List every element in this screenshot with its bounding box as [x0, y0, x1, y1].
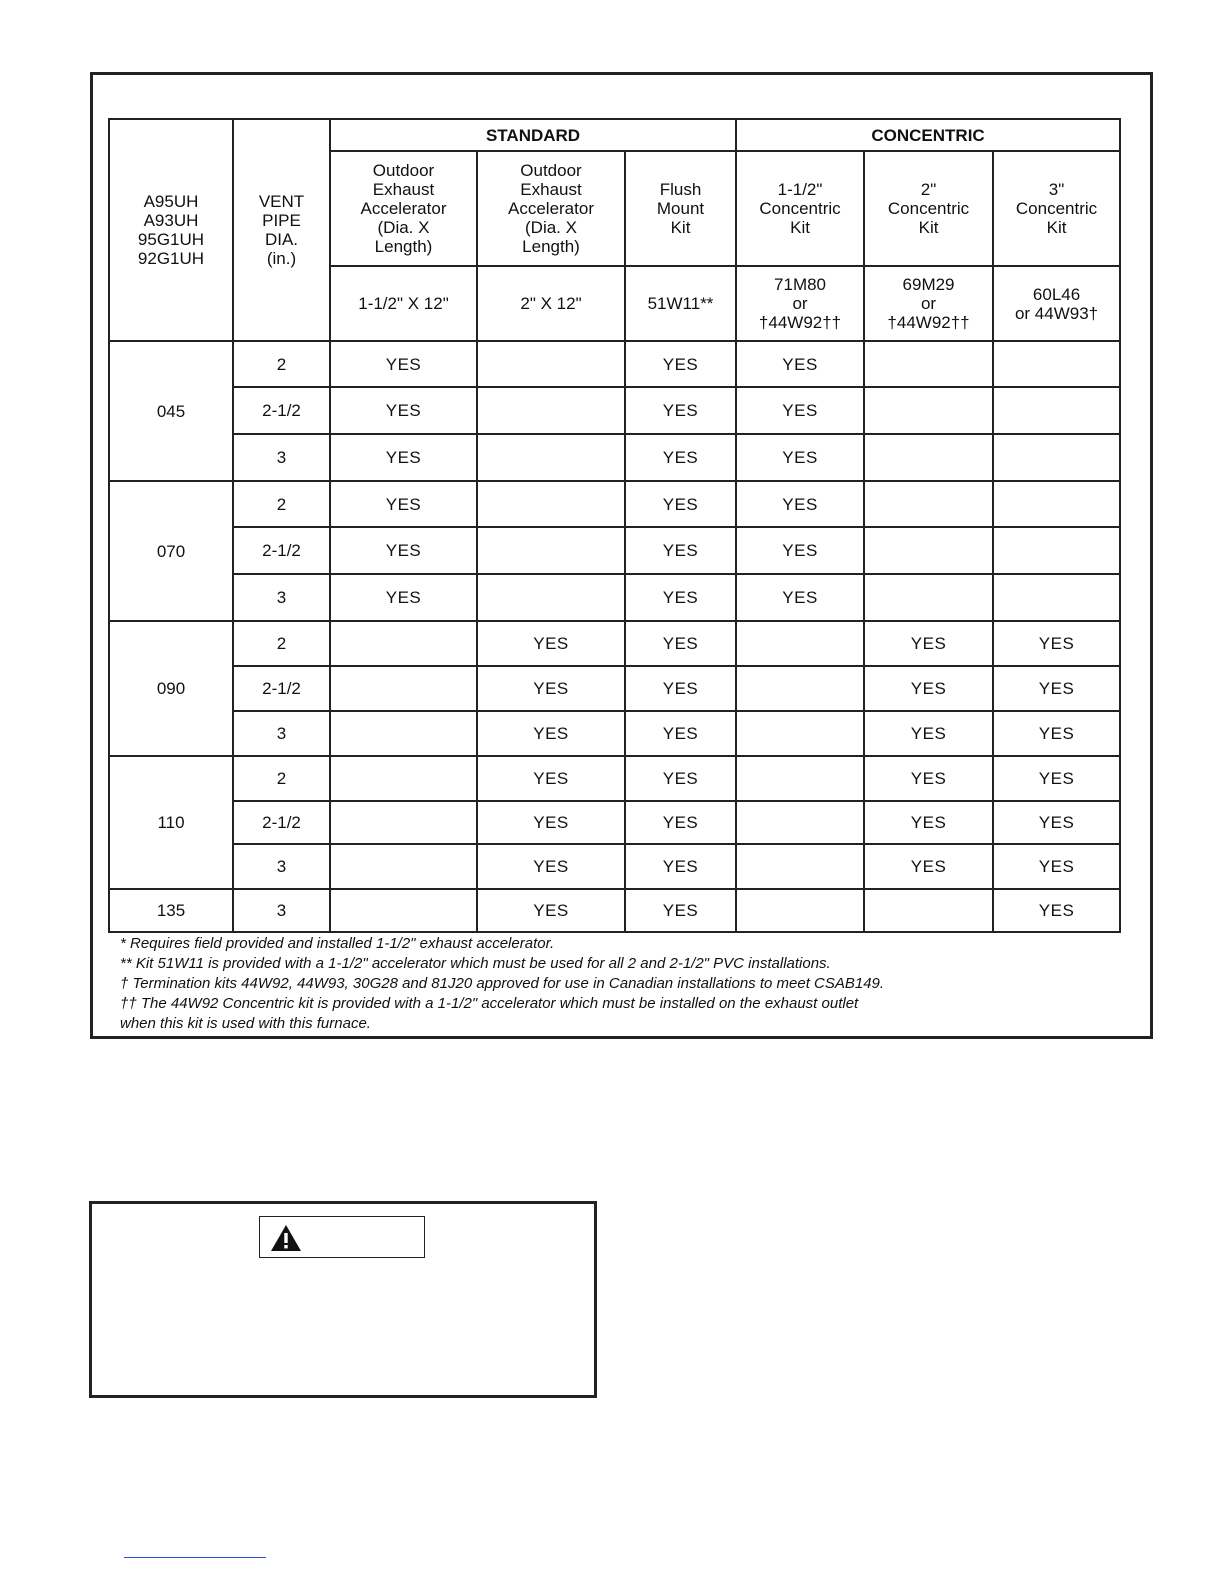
model-size-cell: 070 [109, 481, 233, 621]
table-row [109, 527, 1120, 574]
compatibility-cell [477, 341, 625, 387]
vent-diameter-cell: 2 [233, 756, 330, 801]
compatibility-cell [477, 434, 625, 481]
table-row [109, 844, 1120, 889]
compatibility-cell: YES [330, 341, 477, 387]
compatibility-cell: YES [625, 574, 736, 621]
compatibility-cell [864, 574, 993, 621]
compatibility-cell [330, 801, 477, 844]
compatibility-cell: YES [330, 574, 477, 621]
compatibility-cell [864, 434, 993, 481]
table-row [109, 711, 1120, 756]
column-label-header: Outdoor Exhaust Accelerator (Dia. X Length) [330, 151, 477, 266]
compatibility-cell [330, 844, 477, 889]
vent-diameter-cell: 3 [233, 574, 330, 621]
column-part-header: 51W11** [625, 266, 736, 341]
table-header-row [109, 119, 1120, 151]
compatibility-cell [864, 387, 993, 434]
compatibility-cell: YES [625, 801, 736, 844]
compatibility-cell [477, 387, 625, 434]
compatibility-cell: YES [330, 481, 477, 527]
column-label-header: Flush Mount Kit [625, 151, 736, 266]
compatibility-cell: YES [864, 711, 993, 756]
compatibility-cell [477, 574, 625, 621]
model-size-cell: 135 [109, 889, 233, 932]
compatibility-cell: YES [864, 801, 993, 844]
compatibility-cell [993, 434, 1120, 481]
vent-diameter-cell: 2-1/2 [233, 666, 330, 711]
vent-diameter-cell: 3 [233, 844, 330, 889]
compatibility-cell: YES [477, 801, 625, 844]
compatibility-cell: YES [477, 756, 625, 801]
footnote: * Requires field provided and installed 1-1/2" exhaust accelerator. [120, 935, 555, 952]
compatibility-cell: YES [625, 666, 736, 711]
table-row [109, 666, 1120, 711]
table-row [109, 481, 1120, 527]
compatibility-cell [736, 844, 864, 889]
compatibility-cell [993, 341, 1120, 387]
vent-diameter-cell: 2 [233, 341, 330, 387]
table-row [109, 801, 1120, 844]
warning-label [259, 1216, 425, 1258]
standard-header: STANDARD [330, 119, 736, 151]
column-label-header: 2" Concentric Kit [864, 151, 993, 266]
models-header: A95UH A93UH 95G1UH 92G1UH [109, 119, 233, 341]
compatibility-cell: YES [477, 711, 625, 756]
compatibility-cell [330, 666, 477, 711]
table-row [109, 434, 1120, 481]
model-size-cell: 045 [109, 341, 233, 481]
table-row [109, 621, 1120, 666]
compatibility-cell: YES [625, 756, 736, 801]
footnotes [120, 934, 1130, 1034]
compatibility-cell [330, 711, 477, 756]
compatibility-cell [736, 889, 864, 932]
compatibility-cell [330, 756, 477, 801]
compatibility-cell: YES [736, 341, 864, 387]
compatibility-cell [736, 801, 864, 844]
compatibility-cell: YES [625, 889, 736, 932]
vent-diameter-cell: 3 [233, 711, 330, 756]
vent-termination-table [108, 118, 1121, 933]
compatibility-cell: YES [477, 889, 625, 932]
compatibility-cell: YES [864, 756, 993, 801]
compatibility-cell: YES [993, 666, 1120, 711]
compatibility-cell: YES [993, 801, 1120, 844]
compatibility-cell: YES [993, 844, 1120, 889]
compatibility-cell [864, 889, 993, 932]
compatibility-cell: YES [864, 666, 993, 711]
table-row [109, 387, 1120, 434]
compatibility-cell [993, 481, 1120, 527]
column-label-header: 3" Concentric Kit [993, 151, 1120, 266]
compatibility-cell: YES [625, 434, 736, 481]
concentric-header: CONCENTRIC [736, 119, 1120, 151]
compatibility-cell [477, 481, 625, 527]
compatibility-cell [864, 341, 993, 387]
compatibility-cell: YES [736, 574, 864, 621]
compatibility-cell: YES [736, 527, 864, 574]
compatibility-cell [993, 387, 1120, 434]
column-part-header: 71M80 or †44W92†† [736, 266, 864, 341]
compatibility-cell: YES [477, 666, 625, 711]
compatibility-cell: YES [477, 844, 625, 889]
compatibility-cell: YES [625, 527, 736, 574]
table-row [109, 574, 1120, 621]
compatibility-cell: YES [330, 527, 477, 574]
compatibility-cell: YES [993, 621, 1120, 666]
compatibility-cell: YES [864, 844, 993, 889]
compatibility-cell: YES [993, 756, 1120, 801]
compatibility-cell [993, 574, 1120, 621]
compatibility-cell: YES [993, 711, 1120, 756]
column-part-header: 69M29 or †44W92†† [864, 266, 993, 341]
vent-diameter-cell: 2-1/2 [233, 527, 330, 574]
compatibility-cell [864, 527, 993, 574]
compatibility-cell: YES [330, 434, 477, 481]
compatibility-cell: YES [625, 481, 736, 527]
compatibility-cell: YES [477, 621, 625, 666]
footnote: †† The 44W92 Concentric kit is provided with a 1-1/2" accelerator which must be installed on the exhaust outlet when this kit is used with this furnace. [120, 995, 859, 1032]
table-row [109, 756, 1120, 801]
footnote: ** Kit 51W11 is provided with a 1-1/2" accelerator which must be used for all 2 and 2-1/2" PVC installations. [120, 955, 831, 972]
compatibility-cell: YES [625, 844, 736, 889]
compatibility-cell: YES [625, 341, 736, 387]
vent-diameter-cell: 2-1/2 [233, 801, 330, 844]
compatibility-cell [477, 527, 625, 574]
compatibility-cell: YES [330, 387, 477, 434]
compatibility-cell: YES [736, 434, 864, 481]
vent-diameter-cell: 3 [233, 434, 330, 481]
compatibility-cell [330, 889, 477, 932]
vent-pipe-header: VENT PIPE DIA. (in.) [233, 119, 330, 341]
column-part-header: 1-1/2" X 12" [330, 266, 477, 341]
footer-rule [124, 1557, 266, 1558]
warning-triangle-icon [270, 1224, 302, 1252]
compatibility-cell [736, 621, 864, 666]
table-row [109, 889, 1120, 932]
compatibility-cell: YES [864, 621, 993, 666]
vent-diameter-cell: 2 [233, 481, 330, 527]
column-label-header: Outdoor Exhaust Accelerator (Dia. X Length) [477, 151, 625, 266]
compatibility-cell [864, 481, 993, 527]
column-part-header: 60L46 or 44W93† [993, 266, 1120, 341]
compatibility-cell: YES [993, 889, 1120, 932]
column-part-header: 2" X 12" [477, 266, 625, 341]
footnote: † Termination kits 44W92, 44W93, 30G28 and 81J20 approved for use in Canadian installations to meet CSAB149. [120, 975, 885, 992]
vent-diameter-cell: 3 [233, 889, 330, 932]
compatibility-cell [330, 621, 477, 666]
compatibility-cell [993, 527, 1120, 574]
compatibility-cell: YES [736, 387, 864, 434]
vent-diameter-cell: 2 [233, 621, 330, 666]
compatibility-cell [736, 711, 864, 756]
table-row [109, 341, 1120, 387]
compatibility-cell [736, 666, 864, 711]
vent-diameter-cell: 2-1/2 [233, 387, 330, 434]
column-label-header: 1-1/2" Concentric Kit [736, 151, 864, 266]
model-size-cell: 110 [109, 756, 233, 889]
compatibility-cell: YES [625, 621, 736, 666]
compatibility-cell: YES [625, 711, 736, 756]
compatibility-cell: YES [736, 481, 864, 527]
compatibility-cell: YES [625, 387, 736, 434]
compatibility-cell [736, 756, 864, 801]
model-size-cell: 090 [109, 621, 233, 756]
